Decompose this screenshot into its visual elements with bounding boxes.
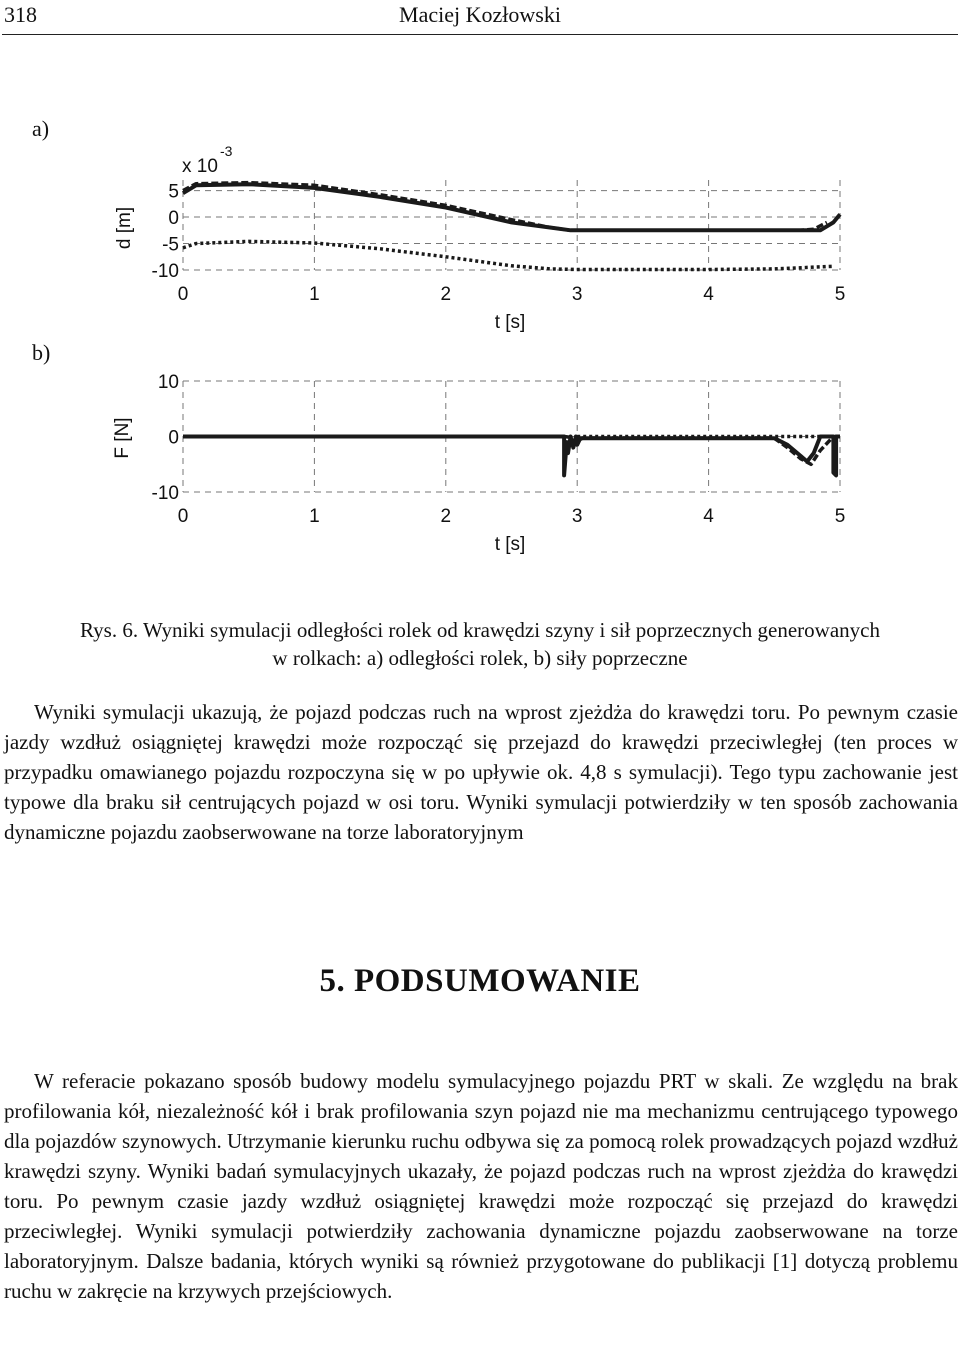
chart-b-ticks xyxy=(152,372,846,527)
series-line-dashed xyxy=(183,183,827,231)
x-tick-label: 0 xyxy=(177,506,189,527)
running-header-author: Maciej Kozłowski xyxy=(399,2,561,27)
figure-caption-line2: w rolkach: a) odległości rolek, b) siły poprzeczne xyxy=(272,646,688,670)
x-tick-label: 3 xyxy=(571,506,583,527)
chart-b-series xyxy=(183,437,840,476)
paragraph-results: Wyniki symulacji ukazują, że pojazd podczas ruch na wprost zjeżdża do krawędzi toru. Po pewnym czasie jazdy wzdłuż osiągniętej krawędzi może rozpocząć się przejazd do krawędzi przeciwległej (ten proces w przypadku omawianego pojazdu rozpoczyna się w po upływie ok. 4,8 s symulacji). Tego typu zachowanie jest typowe dla braku sił centrujących pojazd w osi toru. Wyniki symulacji potwierdziły w ten sposób zachowania dynamiczne pojazdu zaobserwowane na torze laboratoryjnym xyxy=(4,700,958,844)
panel-b-label: b) xyxy=(32,340,51,365)
chart-b-force xyxy=(0,360,960,560)
panel-a-label: a) xyxy=(32,116,50,141)
y-tick-label: -10 xyxy=(151,483,179,504)
page-number: 318 xyxy=(4,2,37,27)
x-tick-label: 4 xyxy=(703,284,714,305)
series-line-solid xyxy=(183,437,840,476)
series-line-solid xyxy=(183,184,840,230)
y-tick-label: -10 xyxy=(151,261,179,282)
y-tick-label: -5 xyxy=(162,234,179,256)
chart-a-distance xyxy=(0,130,960,340)
y-tick-label: 0 xyxy=(168,427,179,449)
series-line-dashed xyxy=(564,437,833,465)
x-tick-label: 3 xyxy=(571,284,583,305)
x-tick-label: 0 xyxy=(177,284,189,305)
x-tick-label: 2 xyxy=(440,284,452,305)
chart-a-xlabel: t [s] xyxy=(494,312,526,333)
chart-a-grid xyxy=(183,180,840,270)
x-tick-label: 1 xyxy=(309,284,320,305)
section-heading: 5. PODSUMOWANIE xyxy=(319,963,641,999)
x-tick-label: 5 xyxy=(834,506,846,527)
chart-a-multiplier: x 10 xyxy=(182,156,218,177)
chart-a-exponent: -3 xyxy=(220,143,233,159)
y-tick-label: 0 xyxy=(168,208,179,230)
series-line-dotted xyxy=(183,241,833,269)
x-tick-label: 1 xyxy=(309,506,320,527)
chart-b-xlabel: t [s] xyxy=(494,534,526,555)
chart-a-series xyxy=(183,183,840,270)
figure-caption-line1: Rys. 6. Wyniki symulacji odległości rolek od krawędzi szyny i sił poprzecznych generowanych xyxy=(80,618,880,642)
chart-a-ylabel: d [m] xyxy=(114,206,135,250)
y-tick-label: 10 xyxy=(157,372,179,393)
y-tick-label: 5 xyxy=(168,181,179,203)
x-tick-label: 4 xyxy=(703,506,714,527)
x-tick-label: 2 xyxy=(440,506,452,527)
paragraph-summary: W referacie pokazano sposób budowy modelu symulacyjnego pojazdu PRT w skali. Ze względu na brak profilowania kół, niezależność kół i brak profilowania szyn pojazd nie ma mechanizmu centrującego typowego dla pojazdów szynowych. Utrzymanie kierunku ruchu odbywa się za pomocą rolek prowadzących pojazd wzdłuż krawędzi szyny. Wyniki badań symulacyjnych ukazały, że pojazd podczas ruch na wprost zjeżdża do krawędzi toru. Po pewnym czasie jazdy wzdłuż osiągniętej krawędzi może rozpocząć się przejazd do krawędzi przeciwległej. Wyniki symulacji potwierdziły zachowania dynamiczne pojazdu zaobserwowane na torze laboratoryjnym. Dalsze badania, których wyniki są również przygotowane do publikacji [1] dotyczą problemu ruchu w zakręcie na krzywych przejściowych. xyxy=(4,1069,958,1303)
header-rule xyxy=(2,34,958,35)
chart-b-ylabel: F [N] xyxy=(112,417,133,459)
x-tick-label: 5 xyxy=(834,284,846,305)
